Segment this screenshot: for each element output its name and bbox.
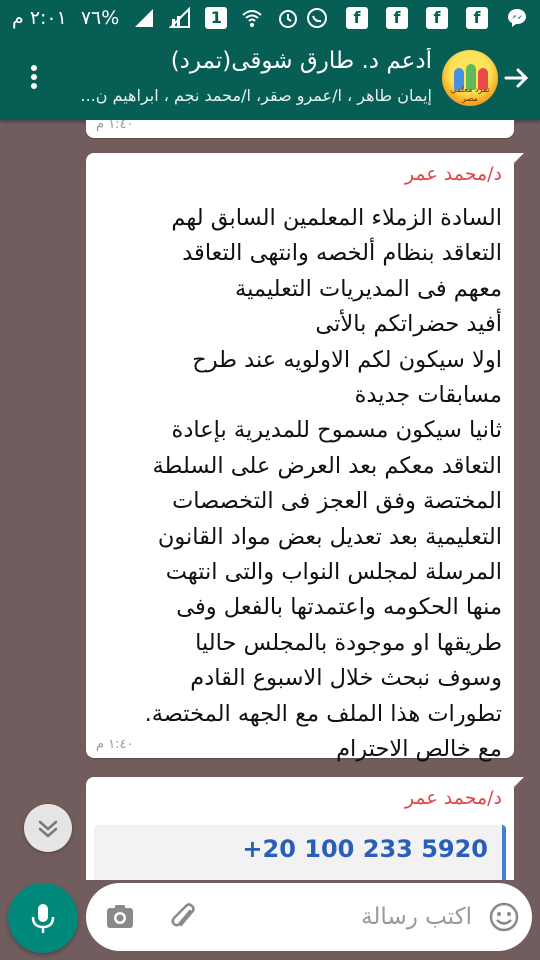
- facebook-icon: f: [466, 7, 488, 29]
- status-bar: [0, 0, 540, 36]
- phone-number-link[interactable]: +20 100 233 5920: [242, 835, 488, 863]
- menu-dot: [31, 65, 37, 71]
- message-bubble[interactable]: [86, 120, 514, 138]
- message-sender[interactable]: د/محمد عمر: [404, 163, 502, 185]
- menu-dot: [31, 83, 37, 89]
- chat-title[interactable]: أدعم د. طارق شوقى(تمرد): [170, 48, 432, 74]
- alarm-icon: [277, 7, 299, 29]
- message-time: ١:٤٠ م: [96, 120, 134, 132]
- back-arrow-icon[interactable]: [502, 64, 530, 92]
- message-input[interactable]: [252, 897, 472, 937]
- wifi-icon: [241, 7, 263, 29]
- status-bar-right: [306, 0, 528, 36]
- group-avatar[interactable]: [442, 50, 498, 106]
- status-bar-left: [12, 0, 299, 36]
- message-time: ١:٤٠ م: [96, 737, 134, 752]
- whatsapp-icon: [306, 7, 328, 29]
- message-text: السادة الزملاء المعلمين السابق لهم التعاقد بنظام ألخصه وانتهى التعاقد معهم فى المديريات التعليمية أفيد حضراتكم بالأتى اولا سيكون لكم الاولويه عند طرح مسابقات جديدة ثانيا سيكون مسموح للمديرية بإعادة التعاقد معكم بعد العرض على السلطة المختصة وفق العجز فى التخصصات التعليمية بعد تعديل بعض مواد القانون المرسلة لمجلس النواب والتى انتهت منها الحكومه واعتمدتها بالفعل وفى طريقها او موجودة بالمجلس حاليا وسوف نبحث خلال الاسبوع القادم تطورات هذا الملف مع الجهه المختصة. مع خالص الاحترام: [144, 205, 502, 763]
- camera-icon[interactable]: [104, 901, 136, 933]
- messages-list[interactable]: [0, 120, 540, 880]
- scroll-to-bottom-button[interactable]: [24, 804, 72, 852]
- emoji-icon[interactable]: [488, 901, 520, 933]
- battery-percent: %٧٦: [80, 7, 120, 29]
- clock: ٢:٠١ م: [12, 7, 67, 29]
- chat-participants[interactable]: إيمان طاهر ، ا/عمرو صقر، ا/محمد نجم ، ابراهيم ن...: [80, 86, 432, 105]
- microphone-icon: [29, 902, 57, 934]
- attachment-icon[interactable]: [168, 901, 200, 933]
- message-bubble[interactable]: [86, 153, 514, 763]
- signal-icon: [133, 7, 155, 29]
- facebook-icon: f: [386, 7, 408, 29]
- menu-dot: [31, 74, 37, 80]
- voice-record-button[interactable]: [8, 883, 78, 953]
- overflow-menu-icon[interactable]: [22, 62, 46, 98]
- sim-icon: 1: [205, 7, 227, 29]
- facebook-icon: f: [426, 7, 448, 29]
- signal-icon: [169, 7, 191, 29]
- double-chevron-down-icon: [24, 804, 72, 852]
- message-composer: [86, 883, 532, 951]
- avatar-label: تمرد معلمي مصر: [450, 85, 490, 103]
- quoted-contact[interactable]: [94, 825, 506, 880]
- chat-header: [0, 36, 540, 120]
- message-sender[interactable]: د/محمد عمر: [404, 787, 502, 809]
- message-bubble[interactable]: [86, 777, 514, 880]
- facebook-icon: f: [346, 7, 368, 29]
- messenger-icon: [506, 7, 528, 29]
